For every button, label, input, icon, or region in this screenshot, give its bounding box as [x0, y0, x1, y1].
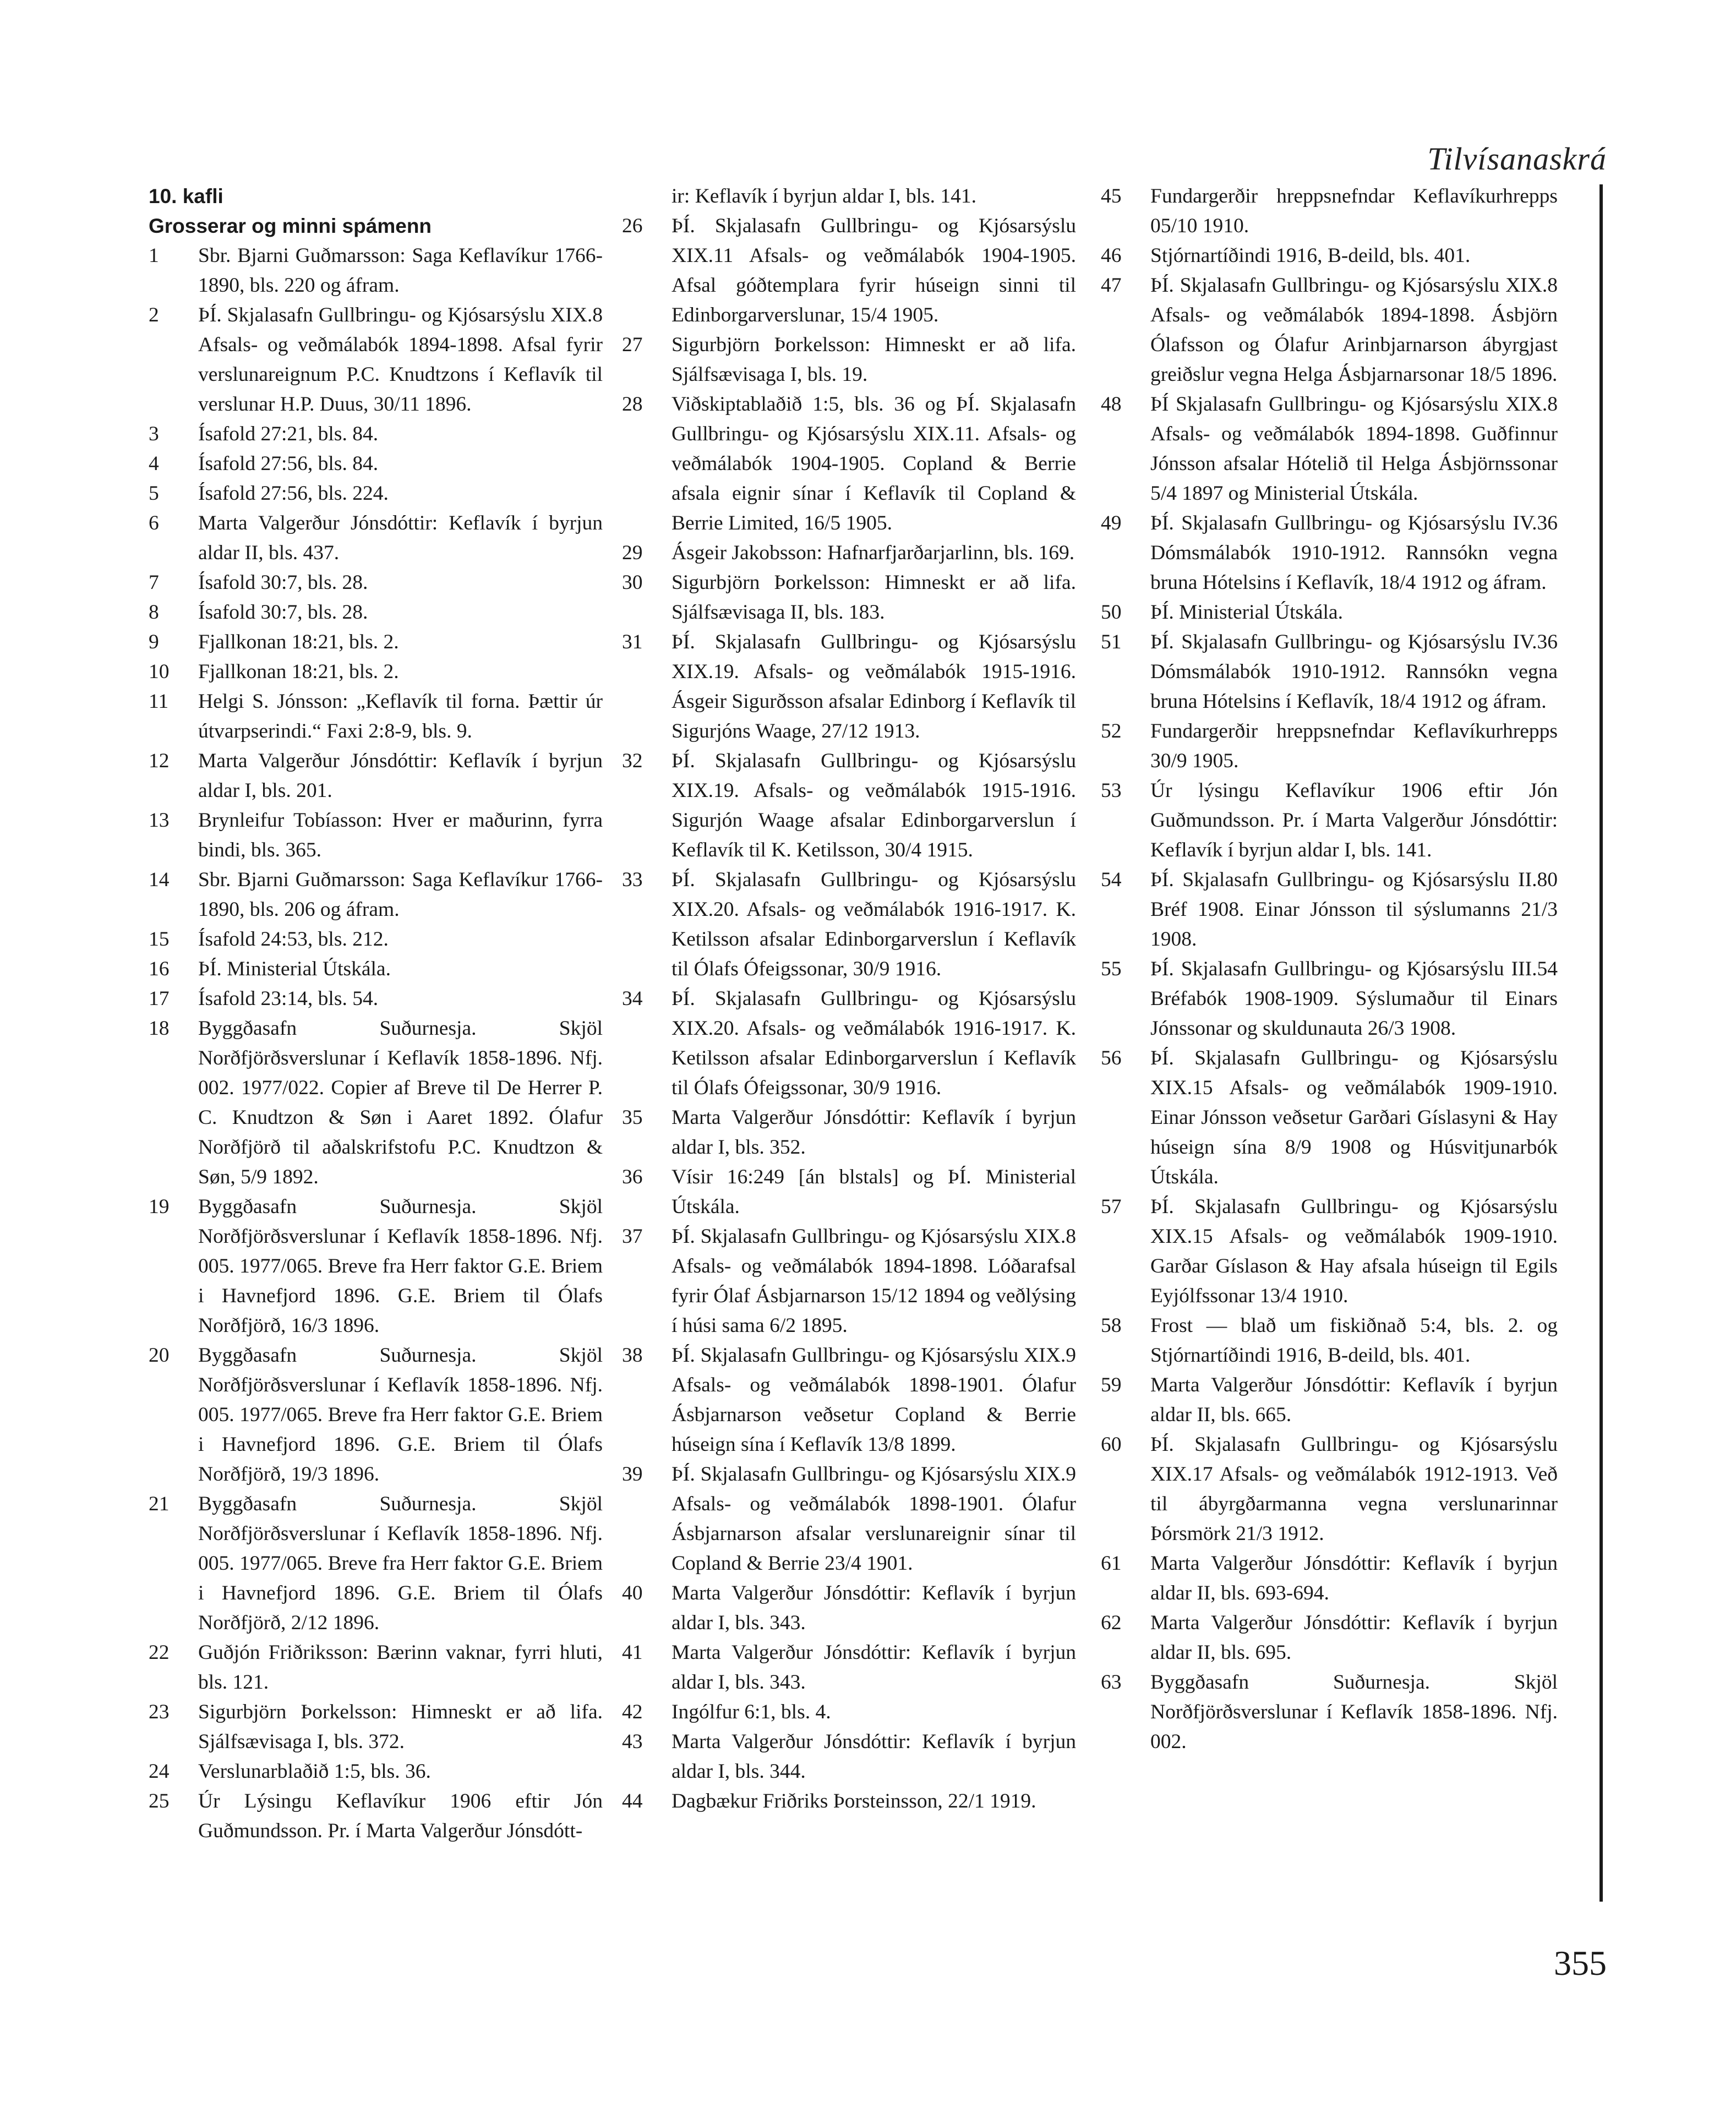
endnote	[1101, 1192, 1558, 1311]
endnote-number: 12	[149, 750, 170, 772]
endnote-number: 59	[1101, 1374, 1122, 1396]
endnote	[1101, 1668, 1558, 1757]
endnote	[1101, 390, 1558, 509]
endnote	[622, 1341, 1076, 1460]
endnote-text: Sbr. Bjarni Guðmarsson: Saga Keflavíkur 1766-1890, bls. 206 og áfram.	[198, 869, 603, 921]
endnote-number: 40	[622, 1582, 643, 1604]
endnote	[1101, 1044, 1558, 1192]
endnote-number: 56	[1101, 1047, 1122, 1069]
endnote-number: 55	[1101, 958, 1122, 980]
endnote-number: 35	[622, 1106, 643, 1129]
endnote	[622, 390, 1076, 538]
column-2	[622, 182, 1076, 1816]
endnote-text: ÞÍ. Skjalasafn Gullbringu- og Kjósarsýslu XIX.8 Afsals- og veðmálabók 1894-1898. Ásbjörn Ólafsson og Ólafur Arinbjarnarson ábyrgjast greiðslur vegna Helga Ásbjarnarsonar 18/5 1896.	[1150, 274, 1558, 386]
endnote	[149, 479, 603, 509]
endnote	[149, 746, 603, 806]
endnote-number: 37	[622, 1225, 643, 1248]
endnote-number: 15	[149, 928, 170, 951]
endnote-text: Dagbækur Friðriks Þorsteinsson, 22/1 1919.	[672, 1790, 1036, 1812]
endnote-number: 1	[149, 244, 159, 267]
endnote-text: ÞÍ. Skjalasafn Gullbringu- og Kjósarsýslu XIX.15 Afsals- og veðmálabók 1909-1910. Garðar Gíslason & Hay afsala húseign til Egils Eyjólfssonar 13/4 1910.	[1150, 1195, 1558, 1307]
endnote-text: Byggðasafn Suðurnesja. Skjöl Norðfjörðsverslunar í Keflavík 1858-1896. Nfj. 002. 1977/022. Copier af Breve til De Herrer P. C. Knudtzon & Søn i Aaret 1892. Ólafur Norðfjörð til aðalskrifstofu P.C. Knudtzon & Søn, 5/9 1892.	[198, 1017, 603, 1188]
endnote-text: Úr lýsingu Keflavíkur 1906 eftir Jón Guðmundsson. Pr. í Marta Valgerður Jónsdóttir: Keflavík í byrjun aldar I, bls. 141.	[1150, 779, 1558, 861]
endnote-text: ÞÍ. Skjalasafn Gullbringu- og Kjósarsýslu XIX.8 Afsals- og veðmálabók 1894-1898. Afsal fyrir verslunareignum P.C. Knudtzons í Keflavík til verslunar H.P. Duus, 30/11 1896.	[198, 304, 603, 416]
endnote-text: ÞÍ. Skjalasafn Gullbringu- og Kjósarsýslu XIX.9 Afsals- og veðmálabók 1898-1901. Ólafur Ásbjarnarson veðsetur Copland & Berrie húseign sína í Keflavík 13/8 1899.	[672, 1344, 1076, 1456]
endnote	[1101, 1371, 1558, 1430]
endnote	[149, 865, 603, 925]
endnote	[149, 301, 603, 419]
endnote-text: ÞÍ. Skjalasafn Gullbringu- og Kjósarsýslu XIX.17 Afsals- og veðmálabók 1912-1913. Veð til ábyrgðarmanna vegna verslunarinnar Þórsmörk 21/3 1912.	[1150, 1433, 1558, 1545]
endnote	[1101, 776, 1558, 865]
endnote-number: 32	[622, 750, 643, 772]
endnote	[149, 1638, 603, 1697]
endnote-number: 57	[1101, 1195, 1122, 1218]
endnote-number: 39	[622, 1463, 643, 1486]
endnote-number: 62	[1101, 1612, 1122, 1634]
section-heading: Grosserar og minni spámenn	[149, 215, 432, 237]
endnote-text: Sigurbjörn Þorkelsson: Himneskt er að lifa. Sjálfsævisaga I, bls. 19.	[672, 334, 1076, 386]
endnote	[149, 954, 603, 984]
endnote-number: 14	[149, 869, 170, 891]
endnote-number: 20	[149, 1344, 170, 1367]
endnote-number: 47	[1101, 274, 1122, 297]
endnote-text: ÞÍ. Skjalasafn Gullbringu- og Kjósarsýslu XIX.11 Afsals- og veðmálabók 1904-1905. Afsal góðtemplara fyrir húseign sinni til Edinborgarverslunar, 15/4 1905.	[672, 215, 1076, 326]
column-3	[1101, 182, 1558, 1757]
endnote-number: 27	[622, 334, 643, 356]
endnote-text: ÞÍ. Skjalasafn Gullbringu- og Kjósarsýslu XIX.19. Afsals- og veðmálabók 1915-1916. Sigurjón Waage afsalar Edinborgarverslun í Keflavík til K. Ketilsson, 30/4 1915.	[672, 750, 1076, 861]
endnote	[622, 746, 1076, 865]
endnote-text: Marta Valgerður Jónsdóttir: Keflavík í byrjun aldar II, bls. 693-694.	[1150, 1552, 1558, 1604]
endnote-number: 44	[622, 1790, 643, 1812]
endnote-text: ÞÍ. Skjalasafn Gullbringu- og Kjósarsýslu IV.36 Dómsmálabók 1910-1912. Rannsókn vegna bruna Hótelsins í Keflavík, 18/4 1912 og áfram.	[1150, 631, 1558, 713]
endnote-number: 33	[622, 869, 643, 891]
endnote	[622, 211, 1076, 330]
endnote	[1101, 1311, 1558, 1371]
endnote-text: ÞÍ Skjalasafn Gullbringu- og Kjósarsýslu XIX.8 Afsals- og veðmálabók 1894-1898. Guðfinnur Jónsson afsalar Hótelið til Helga Ásbjörnssonar 5/4 1897 og Ministerial Útskála.	[1150, 393, 1558, 505]
endnote	[622, 865, 1076, 984]
endnote-text: Viðskiptablaðið 1:5, bls. 36 og ÞÍ. Skjalasafn Gullbringu- og Kjósarsýslu XIX.11. Afsals- og veðmálabók 1904-1905. Copland & Berrie afsala eignir sínar í Keflavík til Copland & Berrie Limited, 16/5 1905.	[672, 393, 1076, 534]
endnote-text: Marta Valgerður Jónsdóttir: Keflavík í byrjun aldar I, bls. 343.	[672, 1641, 1076, 1694]
endnote	[149, 419, 603, 449]
endnote-number: 11	[149, 690, 169, 713]
endnote-text: Byggðasafn Suðurnesja. Skjöl Norðfjörðsverslunar í Keflavík 1858-1896. Nfj. 005. 1977/065. Breve fra Herr faktor G.E. Briem i Havnefjord 1896. G.E. Briem til Ólafs Norðfjörð, 19/3 1896.	[198, 1344, 603, 1486]
endnote-text: Byggðasafn Suðurnesja. Skjöl Norðfjörðsverslunar í Keflavík 1858-1896. Nfj. 005. 1977/065. Breve fra Herr faktor G.E. Briem i Havnefjord 1896. G.E. Briem til Ólafs Norðfjörð, 2/12 1896.	[198, 1493, 603, 1634]
endnote-number: 46	[1101, 244, 1122, 267]
endnote-number: 63	[1101, 1671, 1122, 1694]
endnote	[149, 449, 603, 479]
column-1	[149, 182, 603, 1846]
endnote	[622, 1579, 1076, 1638]
endnote-number: 18	[149, 1017, 170, 1040]
endnote-text: Ísafold 24:53, bls. 212.	[198, 928, 389, 951]
endnote-number: 49	[1101, 512, 1122, 534]
endnote	[149, 1341, 603, 1489]
endnote	[622, 1222, 1076, 1341]
endnote-number: 43	[622, 1730, 643, 1753]
endnote	[149, 1192, 603, 1341]
endnote-number: 9	[149, 631, 159, 653]
endnote-text: Marta Valgerður Jónsdóttir: Keflavík í byrjun aldar II, bls. 437.	[198, 512, 603, 564]
endnote-number: 60	[1101, 1433, 1122, 1456]
endnote-continuation: ir: Keflavík í byrjun aldar I, bls. 141.	[672, 185, 977, 208]
endnote-number: 16	[149, 958, 170, 980]
endnote	[622, 1103, 1076, 1162]
endnote	[149, 984, 603, 1014]
endnote-number: 53	[1101, 779, 1122, 802]
endnote	[149, 1014, 603, 1192]
endnote-number: 23	[149, 1701, 170, 1723]
endnote-number: 38	[622, 1344, 643, 1367]
endnote	[149, 1787, 603, 1846]
endnote-text: Fjallkonan 18:21, bls. 2.	[198, 631, 399, 653]
endnote-text: ÞÍ. Skjalasafn Gullbringu- og Kjósarsýslu XIX.9 Afsals- og veðmálabók 1898-1901. Ólafur Ásbjarnarson afsalar verslunareignir sínar til Copland & Berrie 23/4 1901.	[672, 1463, 1076, 1575]
endnote	[149, 687, 603, 746]
endnote	[1101, 627, 1558, 717]
endnote	[149, 925, 603, 954]
endnote-text: Guðjón Friðriksson: Bærinn vaknar, fyrri hluti, bls. 121.	[198, 1641, 603, 1694]
endnote-text: Ísafold 30:7, bls. 28.	[198, 571, 368, 594]
endnote-number: 26	[622, 215, 643, 237]
endnote	[622, 627, 1076, 746]
endnote-text: Ísafold 27:56, bls. 84.	[198, 452, 379, 475]
endnote-text: ÞÍ. Skjalasafn Gullbringu- og Kjósarsýslu II.80 Bréf 1908. Einar Jónsson til sýslumanns 21/3 1908.	[1150, 869, 1558, 951]
running-head: Tilvísanaskrá	[1427, 141, 1607, 177]
endnote-number: 42	[622, 1701, 643, 1723]
endnote	[1101, 1430, 1558, 1549]
endnote	[149, 241, 603, 301]
endnote-text: ÞÍ. Skjalasafn Gullbringu- og Kjósarsýslu XIX.20. Afsals- og veðmálabók 1916-1917. K. Ketilsson afsalar Edinborgarverslun í Keflavík til Ólafs Ófeigssonar, 30/9 1916.	[672, 987, 1076, 1099]
endnote-number: 19	[149, 1195, 170, 1218]
endnote-number: 30	[622, 571, 643, 594]
endnote-number: 61	[1101, 1552, 1122, 1575]
endnote-number: 24	[149, 1760, 170, 1783]
endnote	[149, 568, 603, 598]
endnote-text: Ísafold 27:21, bls. 84.	[198, 423, 379, 445]
endnote-number: 3	[149, 423, 159, 445]
endnote-text: Ingólfur 6:1, bls. 4.	[672, 1701, 831, 1723]
endnote-number: 48	[1101, 393, 1122, 416]
endnote-number: 29	[622, 542, 643, 564]
endnote	[622, 984, 1076, 1103]
endnote-text: Stjórnartíðindi 1916, B-deild, bls. 401.	[1150, 244, 1471, 267]
endnote	[622, 568, 1076, 627]
endnote-text: Sbr. Bjarni Guðmarsson: Saga Keflavíkur 1766-1890, bls. 220 og áfram.	[198, 244, 603, 297]
endnote-text: Marta Valgerður Jónsdóttir: Keflavík í byrjun aldar II, bls. 695.	[1150, 1612, 1558, 1664]
endnote-number: 13	[149, 809, 170, 832]
endnote	[622, 1162, 1076, 1222]
endnote-number: 22	[149, 1641, 170, 1664]
endnote	[622, 1697, 1076, 1727]
endnote-number: 4	[149, 452, 159, 475]
endnote-text: ÞÍ. Skjalasafn Gullbringu- og Kjósarsýslu III.54 Bréfabók 1908-1909. Sýslumaður til Einars Jónssonar og skuldunauta 26/3 1908.	[1150, 958, 1558, 1040]
endnote-text: Marta Valgerður Jónsdóttir: Keflavík í byrjun aldar I, bls. 344.	[672, 1730, 1076, 1783]
endnote-text: Ísafold 23:14, bls. 54.	[198, 987, 379, 1010]
endnote-text: ÞÍ. Skjalasafn Gullbringu- og Kjósarsýslu XIX.19. Afsals- og veðmálabók 1915-1916. Ásgeir Sigurðsson afsalar Edinborg í Keflavík til Sigurjóns Waage, 27/12 1913.	[672, 631, 1076, 742]
endnote	[149, 1697, 603, 1757]
endnote-text: Fundargerðir hreppsnefndar Keflavíkurhrepps 05/10 1910.	[1150, 185, 1558, 237]
endnote-number: 51	[1101, 631, 1122, 653]
endnote-number: 7	[149, 571, 159, 594]
margin-rule	[1599, 184, 1603, 1902]
endnote	[622, 1460, 1076, 1579]
endnote-number: 28	[622, 393, 643, 416]
endnote-number: 31	[622, 631, 643, 653]
endnote-text: Ísafold 27:56, bls. 224.	[198, 482, 389, 505]
endnote	[149, 627, 603, 657]
endnote-number: 21	[149, 1493, 170, 1515]
endnote-list-3	[1101, 182, 1558, 1757]
endnote-number: 17	[149, 987, 170, 1010]
endnote-text: Sigurbjörn Þorkelsson: Himneskt er að lifa. Sjálfsævisaga II, bls. 183.	[672, 571, 1076, 624]
endnote	[622, 538, 1076, 568]
endnote	[149, 806, 603, 865]
endnote-text: ÞÍ. Skjalasafn Gullbringu- og Kjósarsýslu IV.36 Dómsmálabók 1910-1912. Rannsókn vegna bruna Hótelsins í Keflavík, 18/4 1912 og áfram.	[1150, 512, 1558, 594]
endnote-number: 5	[149, 482, 159, 505]
endnote	[1101, 598, 1558, 627]
endnote-text: Fjallkonan 18:21, bls. 2.	[198, 660, 399, 683]
endnote-number: 8	[149, 601, 159, 624]
chapter-heading: 10. kafli	[149, 185, 223, 208]
endnote-text: Frost — blað um fiskiðnað 5:4, bls. 2. og Stjórnartíðindi 1916, B-deild, bls. 401.	[1150, 1314, 1558, 1367]
endnote-number: 58	[1101, 1314, 1122, 1337]
endnote-list-2	[622, 211, 1076, 1816]
endnote-text: Helgi S. Jónsson: „Keflavík til forna. Þættir úr útvarpserindi.“ Faxi 2:8-9, bls. 9.	[198, 690, 603, 742]
endnote-text: Brynleifur Tobíasson: Hver er maðurinn, fyrra bindi, bls. 365.	[198, 809, 603, 861]
endnote	[1101, 1608, 1558, 1668]
endnote-text: ÞÍ. Ministerial Útskála.	[1150, 601, 1343, 624]
endnote-text: Marta Valgerður Jónsdóttir: Keflavík í byrjun aldar II, bls. 665.	[1150, 1374, 1558, 1426]
endnote	[1101, 717, 1558, 776]
endnote-number: 34	[622, 987, 643, 1010]
page-number: 355	[1554, 1943, 1607, 1983]
endnote-text: Byggðasafn Suðurnesja. Skjöl Norðfjörðsverslunar í Keflavík 1858-1896. Nfj. 002.	[1150, 1671, 1558, 1753]
endnote-text: Úr Lýsingu Keflavíkur 1906 eftir Jón Guðmundsson. Pr. í Marta Valgerður Jónsdótt-	[198, 1790, 603, 1842]
endnote-text: ÞÍ. Skjalasafn Gullbringu- og Kjósarsýslu XIX.15 Afsals- og veðmálabók 1909-1910. Einar Jónsson veðsetur Garðari Gíslasyni & Hay húseign sína 8/9 1908 og Húsvitjunarbók Útskála.	[1150, 1047, 1558, 1188]
endnote-number: 10	[149, 660, 170, 683]
endnote-text: Byggðasafn Suðurnesja. Skjöl Norðfjörðsverslunar í Keflavík 1858-1896. Nfj. 005. 1977/065. Breve fra Herr faktor G.E. Briem i Havnefjord 1896. G.E. Briem til Ólafs Norðfjörð, 16/3 1896.	[198, 1195, 603, 1337]
endnote-number: 6	[149, 512, 159, 534]
endnote	[1101, 271, 1558, 390]
endnote-text: ÞÍ. Skjalasafn Gullbringu- og Kjósarsýslu XIX.20. Afsals- og veðmálabók 1916-1917. K. Ketilsson afsalar Edinborgarverslun í Keflavík til Ólafs Ófeigssonar, 30/9 1916.	[672, 869, 1076, 980]
endnote	[149, 1489, 603, 1638]
endnote-text: Vísir 16:249 [án blstals] og ÞÍ. Ministerial Útskála.	[672, 1166, 1076, 1218]
endnote-number: 54	[1101, 869, 1122, 891]
endnote	[622, 1787, 1076, 1816]
endnote-text: Sigurbjörn Þorkelsson: Himneskt er að lifa. Sjálfsævisaga I, bls. 372.	[198, 1701, 603, 1753]
endnote-text: Marta Valgerður Jónsdóttir: Keflavík í byrjun aldar I, bls. 343.	[672, 1582, 1076, 1634]
endnote	[1101, 865, 1558, 954]
endnote-text: Marta Valgerður Jónsdóttir: Keflavík í byrjun aldar I, bls. 201.	[198, 750, 603, 802]
endnote-text: Marta Valgerður Jónsdóttir: Keflavík í byrjun aldar I, bls. 352.	[672, 1106, 1076, 1159]
endnote	[622, 1638, 1076, 1697]
endnote-number: 25	[149, 1790, 170, 1812]
endnote-list-1	[149, 241, 603, 1846]
endnote-text: Verslunarblaðið 1:5, bls. 36.	[198, 1760, 431, 1783]
endnote	[149, 509, 603, 568]
endnote	[622, 330, 1076, 390]
endnote-number: 45	[1101, 185, 1122, 208]
endnote-number: 36	[622, 1166, 643, 1188]
endnote	[1101, 509, 1558, 598]
endnote-text: Fundargerðir hreppsnefndar Keflavíkurhrepps 30/9 1905.	[1150, 720, 1558, 772]
endnote-number: 41	[622, 1641, 643, 1664]
endnote-text: Ásgeir Jakobsson: Hafnarfjarðarjarlinn, bls. 169.	[672, 542, 1075, 564]
endnote-text: ÞÍ. Skjalasafn Gullbringu- og Kjósarsýslu XIX.8 Afsals- og veðmálabók 1894-1898. Lóðarafsal fyrir Ólaf Ásbjarnarson 15/12 1894 og veðlýsing í húsi sama 6/2 1895.	[672, 1225, 1076, 1337]
endnote-text: ÞÍ. Ministerial Útskála.	[198, 958, 391, 980]
endnote-text: Ísafold 30:7, bls. 28.	[198, 601, 368, 624]
endnote	[1101, 1549, 1558, 1608]
endnote	[1101, 954, 1558, 1044]
endnote-number: 2	[149, 304, 159, 326]
endnote	[622, 1727, 1076, 1787]
endnote-number: 50	[1101, 601, 1122, 624]
endnote	[1101, 241, 1558, 271]
endnote	[149, 657, 603, 687]
endnote	[149, 1757, 603, 1787]
endnote	[1101, 182, 1558, 241]
endnote-number: 52	[1101, 720, 1122, 742]
endnote	[149, 598, 603, 627]
